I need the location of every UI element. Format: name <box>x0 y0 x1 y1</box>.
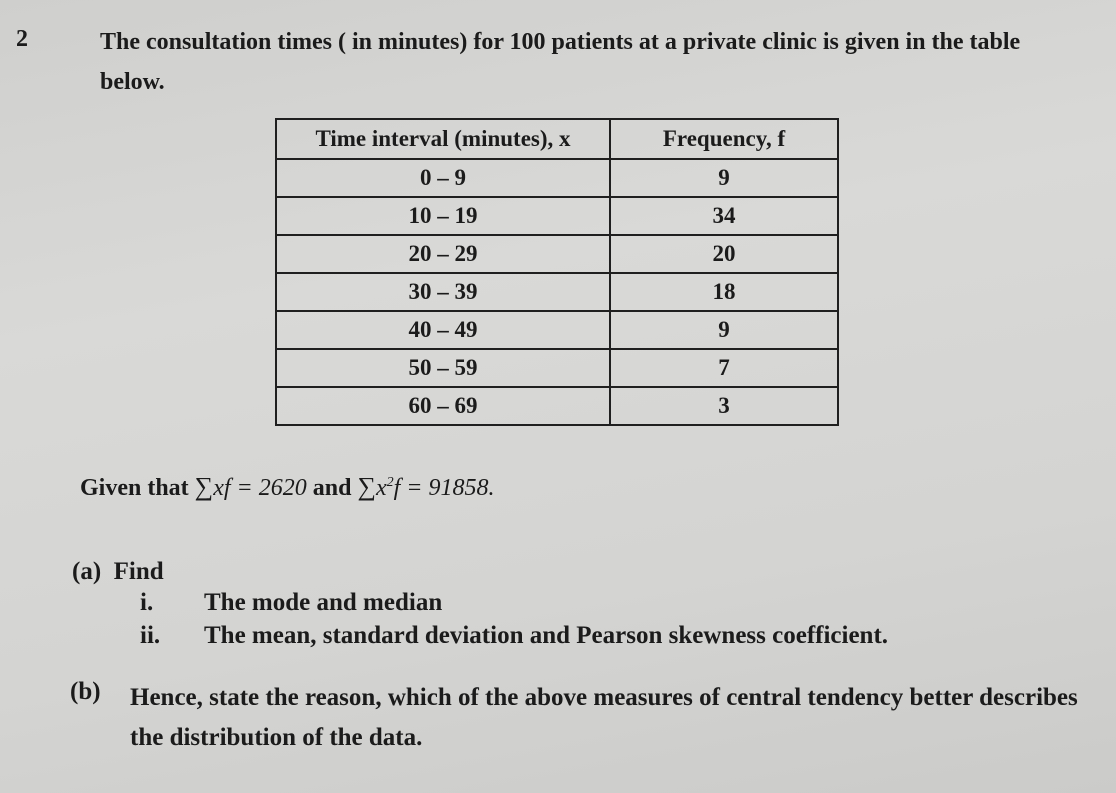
interval-cell: 20 – 29 <box>276 235 610 273</box>
table-header-row <box>276 119 838 159</box>
table-row <box>276 273 838 311</box>
part-a-item-1-roman: i. <box>140 589 154 616</box>
sum-xf-formula <box>194 472 307 501</box>
sum-x2f-formula <box>357 472 495 501</box>
given-prefix: Given that <box>80 475 189 501</box>
interval-cell: 50 – 59 <box>276 349 610 387</box>
part-a-item-2-text: The mean, standard deviation and Pearson skewness coefficient. <box>204 622 889 649</box>
frequency-cell: 20 <box>610 235 838 273</box>
question-intro: The consultation times ( in minutes) for 100 patients at a private clinic is given in the table below. <box>100 29 1021 95</box>
frequency-cell: 9 <box>610 159 838 197</box>
sigma-symbol: ∑ <box>357 472 376 501</box>
part-a-item-1-text: The mode and median <box>204 589 443 616</box>
table-row <box>276 349 838 387</box>
sum-xf-value: xf = 2620 <box>213 475 307 501</box>
table-row <box>276 159 838 197</box>
table-row <box>276 235 838 273</box>
table-row <box>276 387 838 425</box>
sum-x2f-exponent: 2 <box>386 475 394 490</box>
part-a-title: Find <box>113 558 164 585</box>
frequency-table <box>275 118 839 426</box>
question-number: 2 <box>16 26 28 52</box>
part-a-item-2-roman: ii. <box>140 622 161 649</box>
header-time-interval: Time interval (minutes), x <box>276 119 610 159</box>
sum-x2f-base: x <box>375 475 387 501</box>
given-conjunction: and <box>312 475 352 501</box>
part-b-label: (b) <box>70 678 101 705</box>
frequency-cell: 3 <box>610 387 838 425</box>
interval-cell: 60 – 69 <box>276 387 610 425</box>
part-a-label: (a) <box>72 558 102 585</box>
frequency-cell: 18 <box>610 273 838 311</box>
table-row <box>276 311 838 349</box>
table-row <box>276 197 838 235</box>
sum-x2f-value: f = 91858. <box>393 475 495 501</box>
part-a-heading <box>72 558 164 586</box>
frequency-cell: 34 <box>610 197 838 235</box>
interval-cell: 10 – 19 <box>276 197 610 235</box>
frequency-cell: 7 <box>610 349 838 387</box>
interval-cell: 0 – 9 <box>276 159 610 197</box>
interval-cell: 30 – 39 <box>276 273 610 311</box>
sigma-symbol: ∑ <box>194 472 214 501</box>
part-b-text: Hence, state the reason, which of the above measures of central tendency better describes the distribution of the data. <box>130 684 1078 751</box>
interval-cell: 40 – 49 <box>276 311 610 349</box>
frequency-cell: 9 <box>610 311 838 349</box>
given-statement <box>80 472 495 502</box>
header-frequency: Frequency, f <box>610 119 838 159</box>
